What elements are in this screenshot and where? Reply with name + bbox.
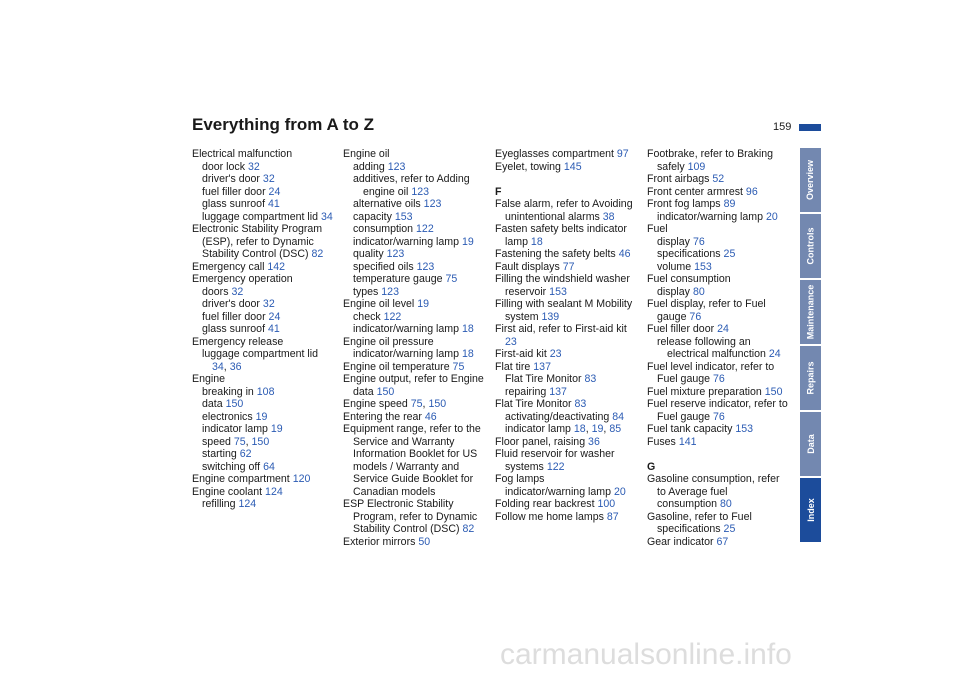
index-entry [192,198,335,211]
tab-label: Index [805,498,816,522]
index-entry-text: Follow me home lamps [495,510,604,523]
index-entry [647,298,790,323]
index-entry-text: display [657,235,690,248]
page-link[interactable]: 20 [613,485,626,498]
page-link[interactable]: 137 [533,360,551,373]
index-entry-text: Exterior mirrors [343,535,416,548]
page-link[interactable]: 80 [720,498,732,510]
index-entry [495,348,638,361]
page-link[interactable]: 19 [417,298,430,310]
index-entry [192,148,335,161]
index-entry-text: switching off [202,460,261,473]
index-entry-text: Fuses [647,435,676,448]
page-link[interactable]: 139 [541,310,560,323]
index-entry [495,298,638,323]
index-entry [495,261,638,274]
index-entry-text: Gear indicator [647,535,714,548]
index-entry [343,286,486,299]
page-link[interactable]: 32 [247,160,260,173]
index-entry-text: Fuel [647,223,668,235]
index-entry [192,486,335,499]
index-entry-text: glass sunroof [202,323,266,335]
page-link[interactable]: 150 [376,385,395,398]
index-entry [495,448,638,473]
index-entry [647,236,790,249]
index-entry-text: volume [657,260,692,273]
index-entry-text: repairing [505,385,547,398]
index-entry-text: Front fog lamps [647,198,721,210]
index-entry-text: Engine output, refer to Engine data [343,373,484,398]
page-link[interactable]: 32 [231,285,244,298]
index-entry [343,423,486,498]
index-entry-text: Fault displays [495,260,560,273]
index-entry-text: Fuel filler door [647,323,715,335]
index-entry-text: consumption [353,223,414,235]
index-entry [495,498,638,511]
page-link[interactable]: 46 [424,410,437,423]
index-entry-text: data [202,398,223,410]
index-entry-text: electronics [202,410,253,423]
page-link[interactable]: 18 [461,348,474,360]
page-link[interactable]: 97 [616,148,629,160]
index-entry-text: fuel filler door [202,310,266,323]
tab-repairs[interactable] [800,346,821,410]
index-entry [192,311,335,324]
index-entry-text: Flat tire [495,360,531,373]
index-entry [495,398,638,411]
index-entry [343,148,486,161]
index-entry [647,223,790,236]
index-entry-text: indicator/warning lamp [657,210,763,223]
index-entry [647,386,790,399]
index-entry-text: Floor panel, raising [495,435,586,448]
page-link[interactable]: 64 [263,460,275,473]
index-entry-text: activating/deactivating [505,410,610,423]
index-entry [647,511,790,536]
index-entry [647,173,790,186]
page-link[interactable]: 82 [311,248,324,260]
page-link[interactable]: 24 [717,323,729,335]
index-entry-text: doors [202,285,229,298]
index-entry-text: display [657,285,690,298]
index-entry-text: ESP Electronic Stability Program, refer to Dynamic Stability Control (DSC) [343,498,478,535]
page-link[interactable]: 36 [229,360,242,373]
page-link[interactable]: 82 [462,523,475,535]
index-entry-text: Flat Tire Monitor [495,398,572,410]
index-entry-text: indicator/warning lamp [353,348,459,360]
index-entry [343,211,486,224]
index-entry-text: capacity [353,210,392,223]
page-link[interactable]: 83 [584,373,597,385]
index-entry [343,411,486,424]
page-link[interactable]: 50 [418,535,431,548]
index-entry-text: indicator/warning lamp [353,323,459,335]
index-column-2 [343,148,486,548]
index-entry [192,473,335,486]
index-entry [647,423,790,436]
tab-label: Controls [805,227,816,265]
index-entry-text: check [353,310,381,323]
index-entry [192,298,335,311]
index-entry [192,223,335,261]
index-entry-text: Gasoline consumption, refer to Average fuel consumption [647,473,780,510]
page-link[interactable]: 150 [428,398,447,410]
page-link[interactable]: 123 [386,248,405,260]
page-link[interactable]: 18 [573,423,586,435]
tab-index[interactable] [800,478,821,542]
page-link[interactable]: 25 [723,523,736,535]
index-column-1 [192,148,335,511]
index-entry [192,336,335,349]
index-entry [647,211,790,224]
page-link[interactable]: 75 [452,360,465,373]
index-entry-text: Fog lamps [495,473,545,485]
index-entry-text: Eyelet, towing [495,160,561,173]
page-link[interactable]: 96 [745,185,758,198]
index-entry [192,461,335,474]
index-entry-text: Fuel consumption [647,273,731,285]
index-entry-text: specified oils [353,260,414,273]
index-entry-text: Electronic Stability Program (ESP), refer to Dynamic Stability Control (DSC) [192,223,323,260]
page-link[interactable]: 52 [712,173,725,185]
index-entry [343,236,486,249]
index-entry [192,261,335,274]
index-entry [647,148,790,173]
index-entry-text: Front center armrest [647,185,743,198]
index-entry-text: Fuel tank capacity [647,423,733,435]
page-number: 159 [773,121,792,133]
index-entry-text: Flat Tire Monitor [505,373,582,385]
page-link[interactable]: 38 [602,210,615,223]
page-link[interactable]: 145 [563,160,582,173]
index-entry [343,373,486,398]
page-link[interactable]: 36 [588,435,600,448]
index-entry [647,186,790,199]
index-entry-text: driver's door [202,298,260,310]
index-entry-text: types [353,285,379,298]
index-entry-text: Fastening the safety belts [495,248,616,260]
index-entry [343,161,486,174]
index-entry-text: alternative oils [353,198,421,210]
index-entry-text: Folding rear backrest [495,498,595,510]
index-entry: luggage compartment lid 34, 36 [202,348,319,373]
page-link[interactable]: 41 [267,323,280,335]
index-entry [647,536,790,549]
section-tabs [800,148,821,544]
index-entry: speed 75, 150 [202,435,270,448]
index-entry [192,286,335,299]
index-entry [343,498,486,536]
index-entry [192,186,335,199]
tab-label: Overview [805,159,816,201]
index-entry [495,161,638,174]
index-entry [495,473,638,486]
index-letter-heading [495,186,638,199]
index-entry-text: Entering the rear [343,410,422,423]
page-link[interactable]: 32 [262,173,275,185]
tab-overview[interactable] [800,148,821,212]
index-entry-text: door lock [202,160,245,173]
page-link[interactable]: 24 [268,185,281,198]
index-entry-text: Engine [192,373,225,385]
index-entry [343,336,486,349]
page-link[interactable]: 76 [712,373,725,385]
page-link[interactable]: 19 [255,410,268,423]
page-link[interactable]: 23 [505,335,517,348]
index-entry-text: Fluid reservoir for washer systems [495,448,615,473]
index-entry [343,348,486,361]
tab-label: Data [805,434,816,454]
page-link[interactable]: 19 [591,423,604,435]
index-entry [192,323,335,336]
index-entry [495,148,638,161]
index-entry [495,373,638,386]
index-entry-text: G [647,460,656,473]
index-entry [343,361,486,374]
index-entry: Engine speed 75, 150 [343,398,447,410]
index-entry [647,248,790,261]
index-entry-text: release following an electrical malfunction [657,335,766,360]
tab-data[interactable] [800,412,821,476]
index-entry-text: glass sunroof [202,198,266,210]
index-entry-text: Front airbags [647,173,710,185]
index-entry-text: indicator/warning lamp [505,485,611,498]
index-entry [343,248,486,261]
page-link[interactable]: 41 [267,198,280,210]
tab-label: Repairs [805,361,816,395]
page-link[interactable]: 77 [562,260,575,273]
index-entry [343,536,486,549]
index-entry-text: First-aid kit [495,348,547,360]
index-entry-text: refilling [202,498,236,510]
page-link[interactable]: 76 [689,310,702,323]
page-number-bar [799,124,821,131]
index-entry [343,198,486,211]
index-entry-text: Engine oil [343,148,390,160]
index-entry-text: Fuel display, refer to Fuel gauge [647,298,766,323]
index-entry-text: Engine compartment [192,473,290,485]
index-entry-text: First aid, refer to First-aid kit [495,323,627,335]
index-entry [495,198,638,223]
page-link[interactable]: 83 [574,398,587,410]
index-entry-text: Engine oil temperature [343,360,450,373]
page-link[interactable]: 24 [268,310,281,323]
tab-label: Maintenance [805,284,816,340]
index-entry-text: Engine oil level [343,298,415,310]
index-entry [647,473,790,511]
index-entry-text: Engine speed [343,398,408,410]
page-link[interactable]: 85 [609,423,622,435]
page-link[interactable]: 123 [387,160,406,173]
page-link[interactable]: 18 [530,235,543,248]
page-link[interactable]: 153 [735,423,754,435]
index-entry [343,173,486,198]
index-entry [495,411,638,424]
index-entry [647,398,790,423]
index-entry [343,223,486,236]
page-link[interactable]: 150 [225,398,244,410]
index-entry-text: luggage compartment lid [202,348,319,360]
page-link[interactable]: 142 [267,260,286,273]
index-entry-text: breaking in [202,385,254,398]
index-entry [192,423,335,436]
index-entry [343,273,486,286]
page-link[interactable]: 124 [238,498,257,510]
index-entry [495,436,638,449]
page-link[interactable]: 67 [716,535,729,548]
index-entry [647,273,790,286]
index-entry [647,261,790,274]
index-entry-text: Fuel mixture preparation [647,385,762,398]
index-entry [495,386,638,399]
index-entry [192,411,335,424]
index-entry-text: luggage compartment lid [202,210,319,223]
index-entry [495,248,638,261]
index-entry [192,373,335,386]
page-link[interactable]: 100 [597,498,616,510]
index-entry-text: driver's door [202,173,260,185]
index-column-3 [495,148,638,523]
tab-maintenance[interactable] [800,280,821,344]
page-link[interactable]: 75 [445,273,458,285]
index-entry [192,448,335,461]
index-entry: indicator lamp 18, 19, 85 [505,423,622,435]
page-title: Everything from A to Z [192,115,374,134]
index-entry-text: Engine coolant [192,485,263,498]
index-entry-text: fuel filler door [202,185,266,198]
page-link[interactable]: 153 [694,260,712,273]
page-link[interactable]: 123 [423,198,442,210]
index-column-4 [647,148,790,548]
index-entry-text: Emergency operation [192,273,293,285]
index-entry-text: Filling the windshield washer reservoir [495,273,630,298]
index-entry-text: F [495,185,502,198]
index-entry-text: additives, refer to Adding engine oil [353,173,470,198]
page-link[interactable]: 137 [549,385,567,398]
page-link[interactable]: 34 [212,360,224,373]
page-link[interactable]: 150 [251,435,270,448]
page-link[interactable]: 32 [262,298,275,310]
index-entry [495,511,638,524]
page-link[interactable]: 87 [606,510,619,523]
page-link[interactable]: 23 [549,348,562,360]
index-entry-text: False alarm, refer to Avoiding unintentional alarms [495,198,633,223]
page-link[interactable]: 108 [256,385,275,398]
index-entry-text: indicator lamp [505,423,571,435]
index-entry-text: specifications [657,248,721,260]
index-entry [495,273,638,298]
index-entry-text: Footbrake, refer to Braking safely [647,148,774,173]
page-link[interactable]: 109 [687,160,706,173]
index-entry [192,498,335,511]
index-entry [495,361,638,374]
page-link[interactable]: 120 [292,473,311,485]
page-link[interactable]: 46 [618,248,631,260]
index-entry [192,398,335,411]
index-entry-text: Engine oil pressure [343,335,434,348]
index-entry [495,323,638,348]
index-entry [192,273,335,286]
index-entry-text: indicator lamp [202,423,268,435]
index-entry-text: Fuel level indicator, refer to Fuel gauge [647,360,775,385]
page-link[interactable]: 19 [270,423,283,435]
page-link[interactable]: 123 [416,260,435,273]
index-entry-text: starting [202,448,237,460]
page-link[interactable]: 123 [381,285,399,298]
index-entry [343,323,486,336]
page-link[interactable]: 84 [612,410,624,423]
page-link[interactable]: 25 [723,248,736,260]
page-link[interactable]: 153 [549,285,567,298]
page-link[interactable]: 122 [383,310,402,323]
index-entry-text: quality [353,248,384,260]
page-link[interactable]: 141 [678,435,697,448]
index-entry [495,486,638,499]
page-link[interactable]: 124 [265,485,283,498]
page-link[interactable]: 80 [692,285,705,298]
index-entry [647,323,790,336]
index-entry-text: Emergency call [192,260,265,273]
page-link[interactable]: 75 [410,398,423,410]
page-link[interactable]: 76 [692,235,705,248]
index-entry [192,173,335,186]
index-entry-text: Emergency release [192,335,284,348]
index-entry-text: Equipment range, refer to the Service and Warranty Information Booklet for US models / Warranty and Service Guide Booklet for Canadian models [343,423,481,498]
index-entry [343,298,486,311]
page-link[interactable]: 76 [712,410,725,423]
tab-controls[interactable] [800,214,821,278]
index-entry [647,336,790,361]
page-link[interactable]: 18 [461,323,474,335]
page-link[interactable]: 20 [765,210,778,223]
index-entry [495,223,638,248]
page-link[interactable]: 19 [461,235,474,248]
page-link[interactable]: 75 [233,435,246,448]
index-entry-text: indicator/warning lamp [353,235,459,248]
page-link[interactable]: 24 [768,348,781,360]
index-entry [647,198,790,211]
page-link[interactable]: 122 [546,460,565,473]
index-entry-text: temperature gauge [353,273,443,285]
index-entry-text: Fuel reserve indicator, refer to Fuel gauge [647,398,788,423]
index-entry-text: Gasoline, refer to Fuel specifications [647,510,752,535]
index-entry [343,261,486,274]
page-link[interactable]: 122 [416,223,434,235]
index-entry-text: Filling with sealant M Mobility system [495,298,633,323]
index-entry [192,161,335,174]
index-entry-text: speed [202,435,231,448]
index-entry-text: Eyeglasses compartment [495,148,614,160]
page-link[interactable]: 34 [320,210,333,223]
page-link[interactable]: 89 [723,198,736,210]
index-entry [192,211,335,224]
index-entry [647,361,790,386]
index-entry-text: Electrical malfunction [192,148,293,160]
index-entry [647,436,790,449]
index-letter-heading [647,461,790,474]
watermark: carmanualsonline.info [500,638,792,671]
index-entry-text: Fasten safety belts indicator lamp [495,223,627,248]
page-link[interactable]: 153 [394,210,413,223]
index-entry [647,286,790,299]
index-entry-text: adding [353,160,385,173]
page-link[interactable]: 123 [411,185,429,198]
page-link[interactable]: 62 [239,448,252,460]
page-link[interactable]: 150 [764,385,783,398]
index-entry [343,311,486,324]
index-entry [192,386,335,399]
